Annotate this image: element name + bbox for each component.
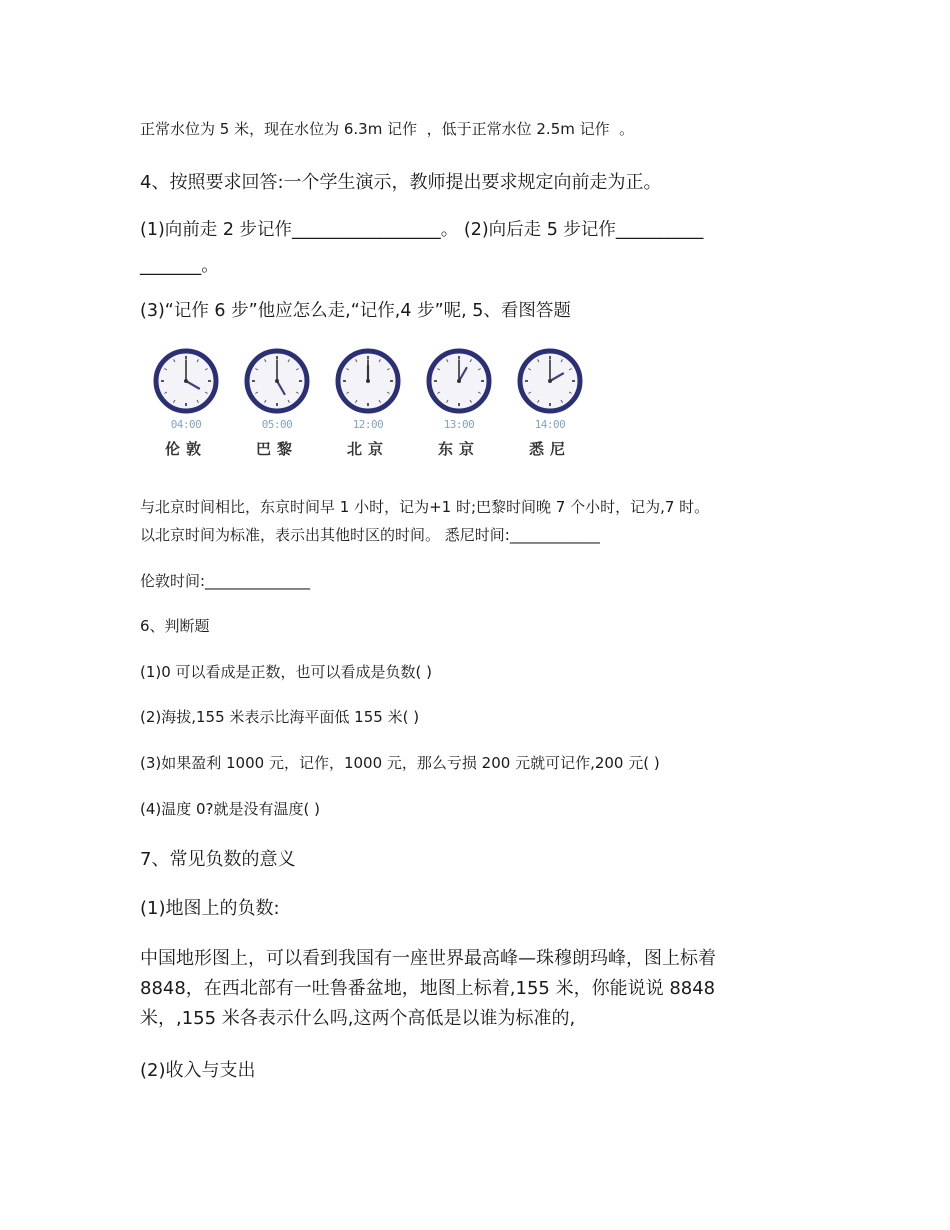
clock-face-icon — [148, 346, 224, 416]
clock-center — [184, 379, 188, 383]
city-label: 伦敦 — [164, 440, 207, 458]
clock-center — [275, 379, 279, 383]
question-7-part-2: (2)收入与支出 — [140, 1060, 256, 1081]
judge-item-2: (2)海拔,155 米表示比海平面低 155 米( ) — [140, 708, 420, 726]
city-label: 悉尼 — [528, 440, 571, 458]
digital-time: 05:00 — [261, 418, 293, 431]
map-paragraph-line-1: 中国地形图上，可以看到我国有一座世界最高峰—珠穆朗玛峰，图上标着 — [140, 948, 716, 969]
clock-center — [457, 379, 461, 383]
judge-item-4: (4)温度 0?就是没有温度( ) — [140, 800, 320, 818]
city-label: 东京 — [437, 440, 480, 458]
clock-figure — [148, 346, 588, 466]
clock-beijing — [330, 346, 406, 466]
clock-center — [366, 379, 370, 383]
clock-sydney — [512, 346, 588, 466]
text-line-london-time: 伦敦时间:______________ — [140, 572, 311, 590]
clock-center — [548, 379, 552, 383]
judge-item-1: (1)0 可以看成是正数，也可以看成是负数( ) — [140, 663, 433, 681]
question-4-part-1-2: (1)向前走 2 步记作_________________。 (2)向后走 5 步记作__________ — [140, 220, 704, 240]
city-label: 北京 — [346, 440, 389, 458]
question-4-heading: 4、按照要求回答:一个学生演示，教师提出要求规定向前走为正。 — [140, 172, 662, 193]
city-label: 巴黎 — [255, 440, 298, 458]
clock-face-icon — [330, 346, 406, 416]
clock-face-icon — [512, 346, 588, 416]
text-line-time-question: 以北京时间为标准，表示出其他时区的时间。 悉尼时间:____________ — [140, 526, 600, 544]
question-7-part-1: (1)地图上的负数: — [140, 898, 280, 919]
clock-face-icon — [239, 346, 315, 416]
question-6-heading: 6、判断题 — [140, 617, 210, 635]
map-paragraph-line-2: 8848，在西北部有一吐鲁番盆地，地图上标着,155 米，你能说说 8848 — [140, 978, 716, 999]
question-4-part-3: (3)“记作 6 步”他应怎么走,“记作,4 步”呢, 5、看图答题 — [140, 301, 571, 321]
digital-time: 12:00 — [352, 418, 384, 431]
digital-time: 04:00 — [170, 418, 202, 431]
digital-time: 14:00 — [534, 418, 566, 431]
digital-time: 13:00 — [443, 418, 475, 431]
judge-item-3: (3)如果盈利 1000 元，记作，1000 元，那么亏损 200 元就可记作,200 元( ) — [140, 754, 660, 772]
clock-face-icon — [421, 346, 497, 416]
clock-paris — [239, 346, 315, 466]
text-line-water-level: 正常水位为 5 米，现在水位为 6.3m 记作 ，低于正常水位 2.5m 记作 。 — [140, 120, 635, 138]
question-4-blank-continuation: _______。 — [140, 256, 219, 276]
text-line-time-compare: 与北京时间相比，东京时间早 1 小时，记为+1 时;巴黎时间晚 7 个小时，记为,7 时。 — [140, 498, 710, 516]
clock-london — [148, 346, 224, 466]
question-7-heading: 7、常见负数的意义 — [140, 849, 296, 870]
map-paragraph-line-3: 米，,155 米各表示什么吗,这两个高低是以谁为标准的, — [140, 1008, 576, 1029]
clock-tokyo — [421, 346, 497, 466]
